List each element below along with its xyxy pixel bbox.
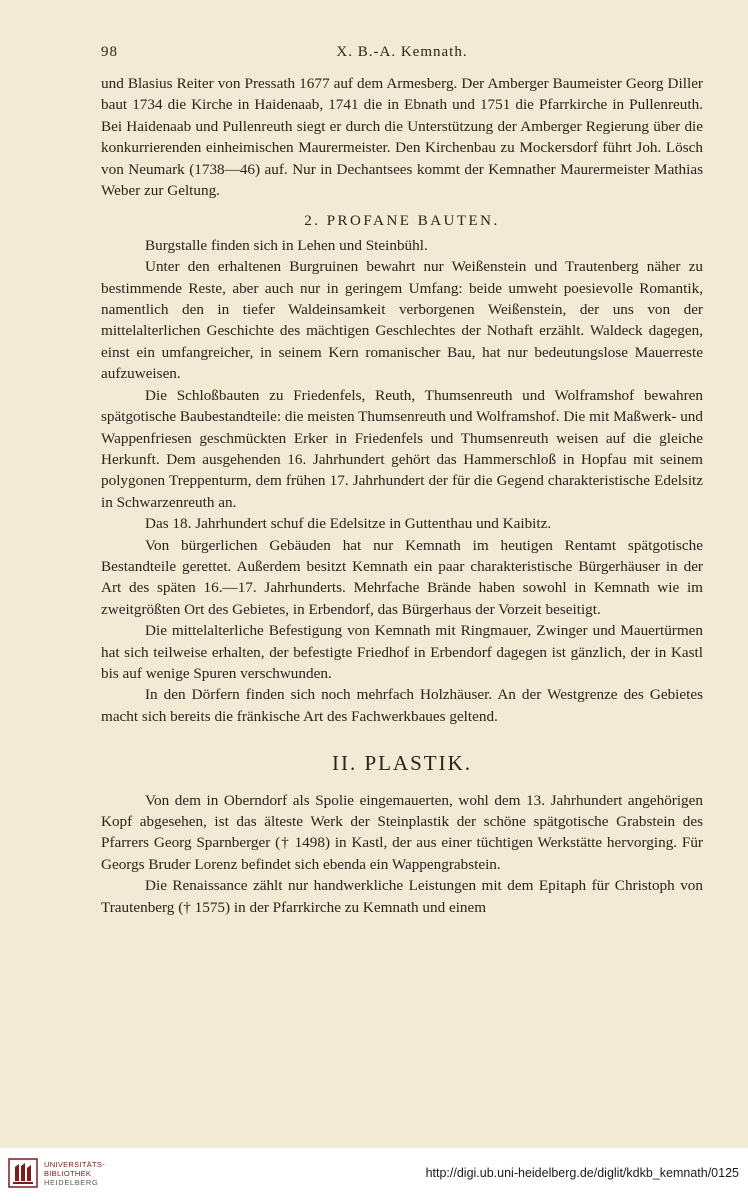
library-name-line: BIBLIOTHEK xyxy=(44,1169,92,1178)
paragraph: Die Renaissance zählt nur handwerkliche Leistungen mit dem Epitaph für Christoph von Trautenberg († 1575) in der Pfarrkirche zu Kemnath und einem xyxy=(101,877,703,916)
page-header xyxy=(101,44,703,66)
paragraph: und Blasius Reiter von Pressath 1677 auf dem Armesberg. Der Amberger Baumeister Georg Diller baut 1734 die Kirche in Haidenaab, 1741 die in Ebnath und 1751 die Pfarrkirche in Pullenreuth. Bei Haidenaab und Pullenreuth siegt er durch die Unterstützung der Amberger Regierung über die konkurrierenden einheimischen Maurermeister. Den Kirchenbau zu Mockersdorf führt Joh. Lösch von Neumark (1738—46) auf. Nur in Dechantsees kommt der Kemnather Maurermeister Mathias Weber zur Geltung. xyxy=(101,75,703,200)
page-number: 98 xyxy=(101,44,118,60)
paragraph: Die Schloßbauten zu Friedenfels, Reuth, Thumsenreuth und Wolframshof bewahren spätgotische Baubestandteile: die meisten Thumsenreuth und Wolframshof. Die mit Maßwerk- und Wappenfriesen geschmückten Erker in Friedenfels und Thumsenreuth weisen auf die gleiche Herkunft. Dem ausgehenden 16. Jahrhundert gehört das Hammerschloß in Hopfau mit seinem polygonen Treppenturm, dem frühen 17. Jahrhundert der für die Gegend charakteristische Edelsitz in Schwarzenreuth an. xyxy=(101,386,703,511)
paragraph: Von dem in Oberndorf als Spolie eingemauerten, wohl dem 13. Jahrhundert angehörigen Kopf abgesehen, ist das älteste Werk der Steinplastik der schöne spätgotische Grabstein des Pfarrers Georg Sparnberger († 1498) in Kastl, der aus einer tüchtigen Werkstätte hervorging. Für Georgs Bruder Lorenz befindet sich ebenda ein Wappengrabstein. xyxy=(101,791,703,873)
paragraph: Burgstalle finden sich in Lehen und Steinbühl. xyxy=(145,236,428,254)
library-name-line: UNIVERSITÄTS- xyxy=(44,1160,105,1169)
permalink-url[interactable]: http://digi.ub.uni-heidelberg.de/diglit/kdkb_kemnath/0125 xyxy=(425,1166,739,1180)
section-heading: 2. PROFANE BAUTEN. xyxy=(304,213,500,230)
running-title: X. B.-A. Kemnath. xyxy=(336,44,468,60)
body-text xyxy=(101,73,703,918)
heidelberg-library-logo-icon xyxy=(8,1158,38,1188)
library-name xyxy=(44,1160,105,1187)
paragraph: Unter den erhaltenen Burgruinen bewahrt nur Weißenstein und Trautenberg näher zu bestimmende Reste, aber auch nur in geringem Umfang: beide umweht poesievolle Romantik, namentlich den in tiefer Waldeinsamkeit verborgenen Weißenstein, der uns von der mittelalterlichen Geschichte des mächtigen Geschlechtes der Nothaft erzählt. Waldeck dagegen, einst ein umfangreicher, in seinem Kern romanischer Bau, hat nur bedeutungslose Mauerreste aufzuweisen. xyxy=(101,258,703,383)
paragraph: Die mittelalterliche Befestigung von Kemnath mit Ringmauer, Zwinger und Mauertürmen hat sich teilweise erhalten, der befestigte Friedhof in Erbendorf dagegen ist gänzlich, der in Kastl bis auf wenige Spuren verschwunden. xyxy=(101,622,703,682)
library-name-line: HEIDELBERG xyxy=(44,1178,99,1187)
paragraph: Von bürgerlichen Gebäuden hat nur Kemnath im heutigen Rentamt spätgotische Bestandteile gerettet. Außerdem besitzt Kemnath ein paar charakteristische Bürgerhäuser in der Art des späten 16.—17. Jahrhunderts. Mehrfache Brände haben sowohl in Kemnath wie im zweitgrößten Ort des Gebietes, in Erbendorf, das Bürgerhaus der Vorzeit beseitigt. xyxy=(101,536,703,618)
paragraph: Das 18. Jahrhundert schuf die Edelsitze in Guttenthau und Kaibitz. xyxy=(145,515,552,533)
chapter-heading: II. PLASTIK. xyxy=(331,751,473,776)
paragraph: In den Dörfern finden sich noch mehrfach Holzhäuser. An der Westgrenze des Gebietes macht sich bereits die fränkische Art des Fachwerkbaues geltend. xyxy=(101,686,703,725)
digitization-footer xyxy=(0,1148,748,1201)
